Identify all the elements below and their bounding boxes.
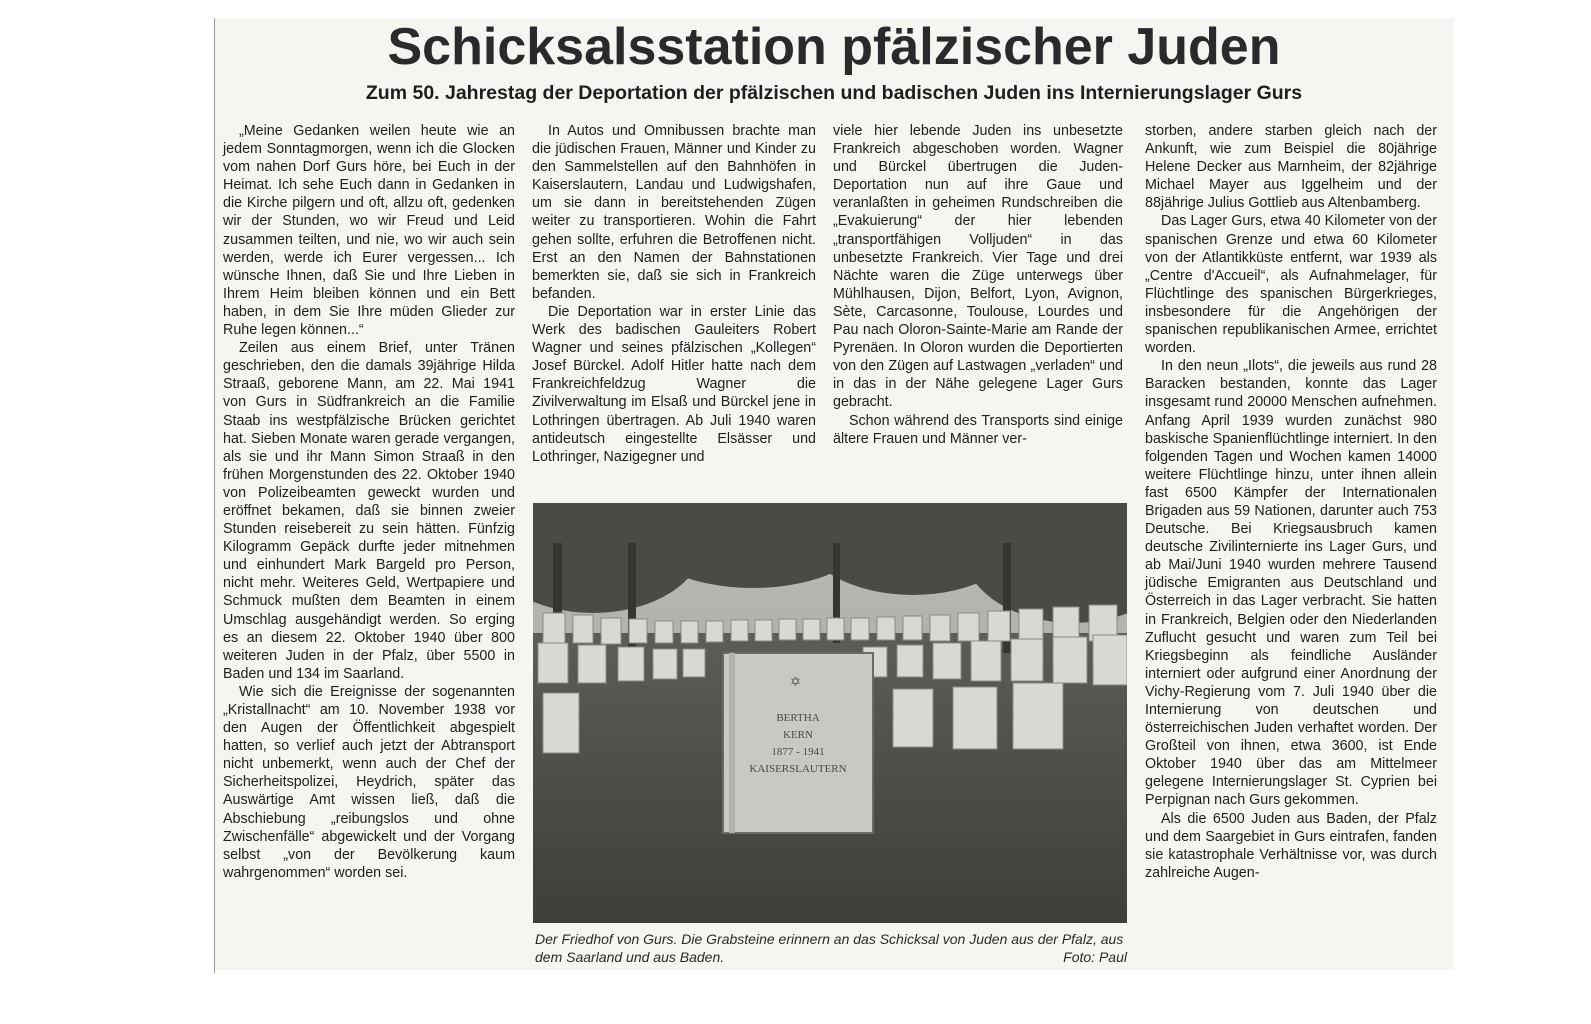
paragraph: In den neun „Ilots“, die jeweils aus rund 28 Baracken bestanden, konnte das Lager insgesamt rund 20000 Menschen aufnehmen. Anfang April 1939 wurden zunächst 980 baskische Spanienflüchtlinge interniert. In den folgenden Tagen und Wochen kamen 14000 weitere Flüchtlinge hinzu, unter ihnen allein fast 6500 Kämpfer der Internationalen Brigaden aus 59 Nationen, darunter auch 753 Deutsche. Bei Kriegsausbruch kamen deutsche Zivilinternierte ins Lager Gurs, und ab Mai/Juni 1940 wurden mehrere Tausend jüdische Emigranten aus Deutschland und Österreich in das Lager verbracht. Sie hatten in Frankreich, Belgien oder den Niederlanden Zuflucht gesucht und waren zum Teil bei Kriegsbeginn als feindliche Ausländer interniert oder aufgrund einer Anordnung der Vichy-Regierung vom 7. Juli 1940 über die Internierung von deutschen und österreichischen Juden verhaftet worden. Der Großteil von ihnen, etwa 3600, ist Ende Oktober 1940 über das am Mittelmeer gelegene Internierungslager St. Cyprien bei Perpignan nach Gurs gekommen.: [1145, 358, 1437, 809]
paragraph: Zeilen aus einem Brief, unter Tränen geschrieben, den die damals 39jährige Hilda Straaß, geborene Mann, am 22. Mai 1941 von Gurs in Südfrankreich an die Familie Staab ins westpfälzische Brücken gerichtet hat. Sieben Monate waren gerade vergangen, als sie und ihr Mann Simon Straaß in den frühen Morgenstunden des 22. Oktober 1940 von Polizeibeamten geweckt wurden und eröffnet bekamen, daß sie binnen zweier Stunden reisebereit zu sein hätten. Fünfzig Kilogramm Gepäck durfte jeder mitnehmen und einhundert Mark Bargeld pro Person, nicht mehr. Weiteres Geld, Wertpapiere und Schmuck mußten dem Beamten in einem Umschlag ausgehändigt werden. So erging es an diesem 22. Oktober 1940 über 800 weiteren Juden in der Pfalz, über 5500 in Baden und 134 im Saarland.: [223, 340, 515, 682]
article-column-4: [1145, 122, 1437, 972]
caption-text: Der Friedhof von Gurs. Die Grabsteine erinnern an das Schicksal von Juden aus der Pfalz, aus dem Saarland und aus Baden.: [535, 931, 1124, 965]
cemetery-photo: [533, 503, 1127, 923]
paragraph: Wie sich die Ereignisse der sogenannten „Kristallnacht“ am 10. November 1938 vor den Augen der Öffentlichkeit abgespielt hatten, so verlief auch jetzt der Abtransport nicht unbemerkt, wenn auch der Chef der Sicherheitspolizei, Heydrich, später das Auswärtige Amt wissen ließ, daß die Abschiebung „reibungslos und ohne Zwischenfälle“ abgewickelt und der Vorgang selbst „von der Bevölkerung kaum wahrgenommen“ worden sei.: [223, 683, 515, 881]
article-column-2: [532, 122, 816, 472]
paragraph: viele hier lebende Juden ins unbesetzte Frankreich abgeschoben worden. Wagner und Bürckel übertrugen die Juden-Deportation nun auf ihre Gaue und veranlaßten in geheimen Rundschreiben die „Evakuierung“ der hier lebenden „transportfähigen Volljuden“ in das unbesetzte Frankreich. Vier Tage und drei Nächte waren die Züge unterwegs über Mühlhausen, Dijon, Belfort, Lyon, Avignon, Sète, Carcasonne, Toulouse, Lourdes und Pau nach Oloron-Sainte-Marie am Rande der Pyrenäen. In Oloron wurden die Deportierten von den Zügen auf Lastwagen „verladen“ und in das in der Nähe gelegene Lager Gurs gebracht.: [833, 123, 1123, 411]
paragraph: Als die 6500 Juden aus Baden, der Pfalz und dem Saargebiet in Gurs eintrafen, fanden sie katastrophale Verhältnisse vor, was durch zahlreiche Augen-: [1145, 810, 1437, 881]
paragraph: In Autos und Omnibussen brachte man die jüdischen Frauen, Männer und Kinder zu den Sammelstellen auf den Bahnhöfen in Kaiserslautern, Landau und Ludwigshafen, um sie dann in bereitstehenden Zügen weiter zu transportieren. Wohin die Fahrt gehen sollte, erfuhren die Betroffenen nicht. Erst an den Namen der Bahnstationen bemerkten sie, daß sie sich in Frankreich befanden.: [532, 123, 816, 302]
photo-credit: Foto: Paul: [1063, 949, 1127, 965]
paragraph: Schon während des Transports sind einige ältere Frauen und Männer ver-: [833, 412, 1123, 447]
gravestone-surname: KERN: [783, 729, 813, 741]
gravestone-place: KAISERSLAUTERN: [749, 763, 847, 775]
paragraph: „Meine Gedanken weilen heute wie an jedem Sonntagmorgen, wenn ich die Glocken vom nahen Dorf Gurs höre, bei Euch in der Heimat. Ich sehe Euch dann in Gedanken in die Kirche pilgern und oft, allzu oft, gedenken wir der Stunden, wo wir Freud und Leid zusammen teilten, und nie, wo wir auch sein werden, werde ich Eurer vergessen... Ich wünsche Ihnen, daß Sie und Ihre Lieben in Ihrem Heim bleiben können und ein Bett haben, in dem Sie Ihre müden Glieder zur Ruhe legen können...“: [223, 123, 515, 339]
article-subheadline: Zum 50. Jahrestag der Deportation der pfälzischen und badischen Juden ins Internierungslager Gurs: [365, 82, 1303, 104]
photo-caption: [535, 930, 1127, 966]
article-column-1: [223, 122, 515, 972]
article-column-3: [833, 122, 1123, 472]
paragraph: storben, andere starben gleich nach der Ankunft, wie zum Beispiel die 80jährige Helene Decker aus Marnheim, der 82jährige Michael Mayer aus Iggelheim und der 88jährige Julius Gottlieb aus Altenbamberg.: [1145, 123, 1437, 212]
paragraph: Die Deportation war in erster Linie das Werk des badischen Gauleiters Robert Wagner und seines pfälzischen „Kollegen“ Josef Bürckel. Adolf Hitler hatte nach dem Frankreichfeldzug Wagner die Zivilverwaltung im Elsaß und Bürckel jene in Lothringen übertragen. Ab Juli 1940 waren antideutsch eingestellte Elsässer und Lothringer, Nazigegner und: [532, 303, 816, 465]
clipping-edge: [214, 18, 215, 973]
gravestone-name: BERTHA: [776, 712, 820, 724]
svg-text:✡: ✡: [790, 675, 801, 690]
cemetery-photo-illustration: [533, 503, 1127, 923]
paragraph: Das Lager Gurs, etwa 40 Kilometer von der spanischen Grenze und etwa 60 Kilometer von der Atlantikküste entfernt, war 1939 als „Centre d'Accueil“, als Aufnahmelager, für Flüchtlinge des spanischen Bürgerkrieges, insbesondere für die Angehörigen der spanischen republikanischen Armee, errichtet worden.: [1145, 213, 1437, 357]
gravestone-dates: 1877 - 1941: [771, 746, 825, 758]
article-headline: Schicksalsstation pfälzischer Juden: [387, 18, 1281, 76]
